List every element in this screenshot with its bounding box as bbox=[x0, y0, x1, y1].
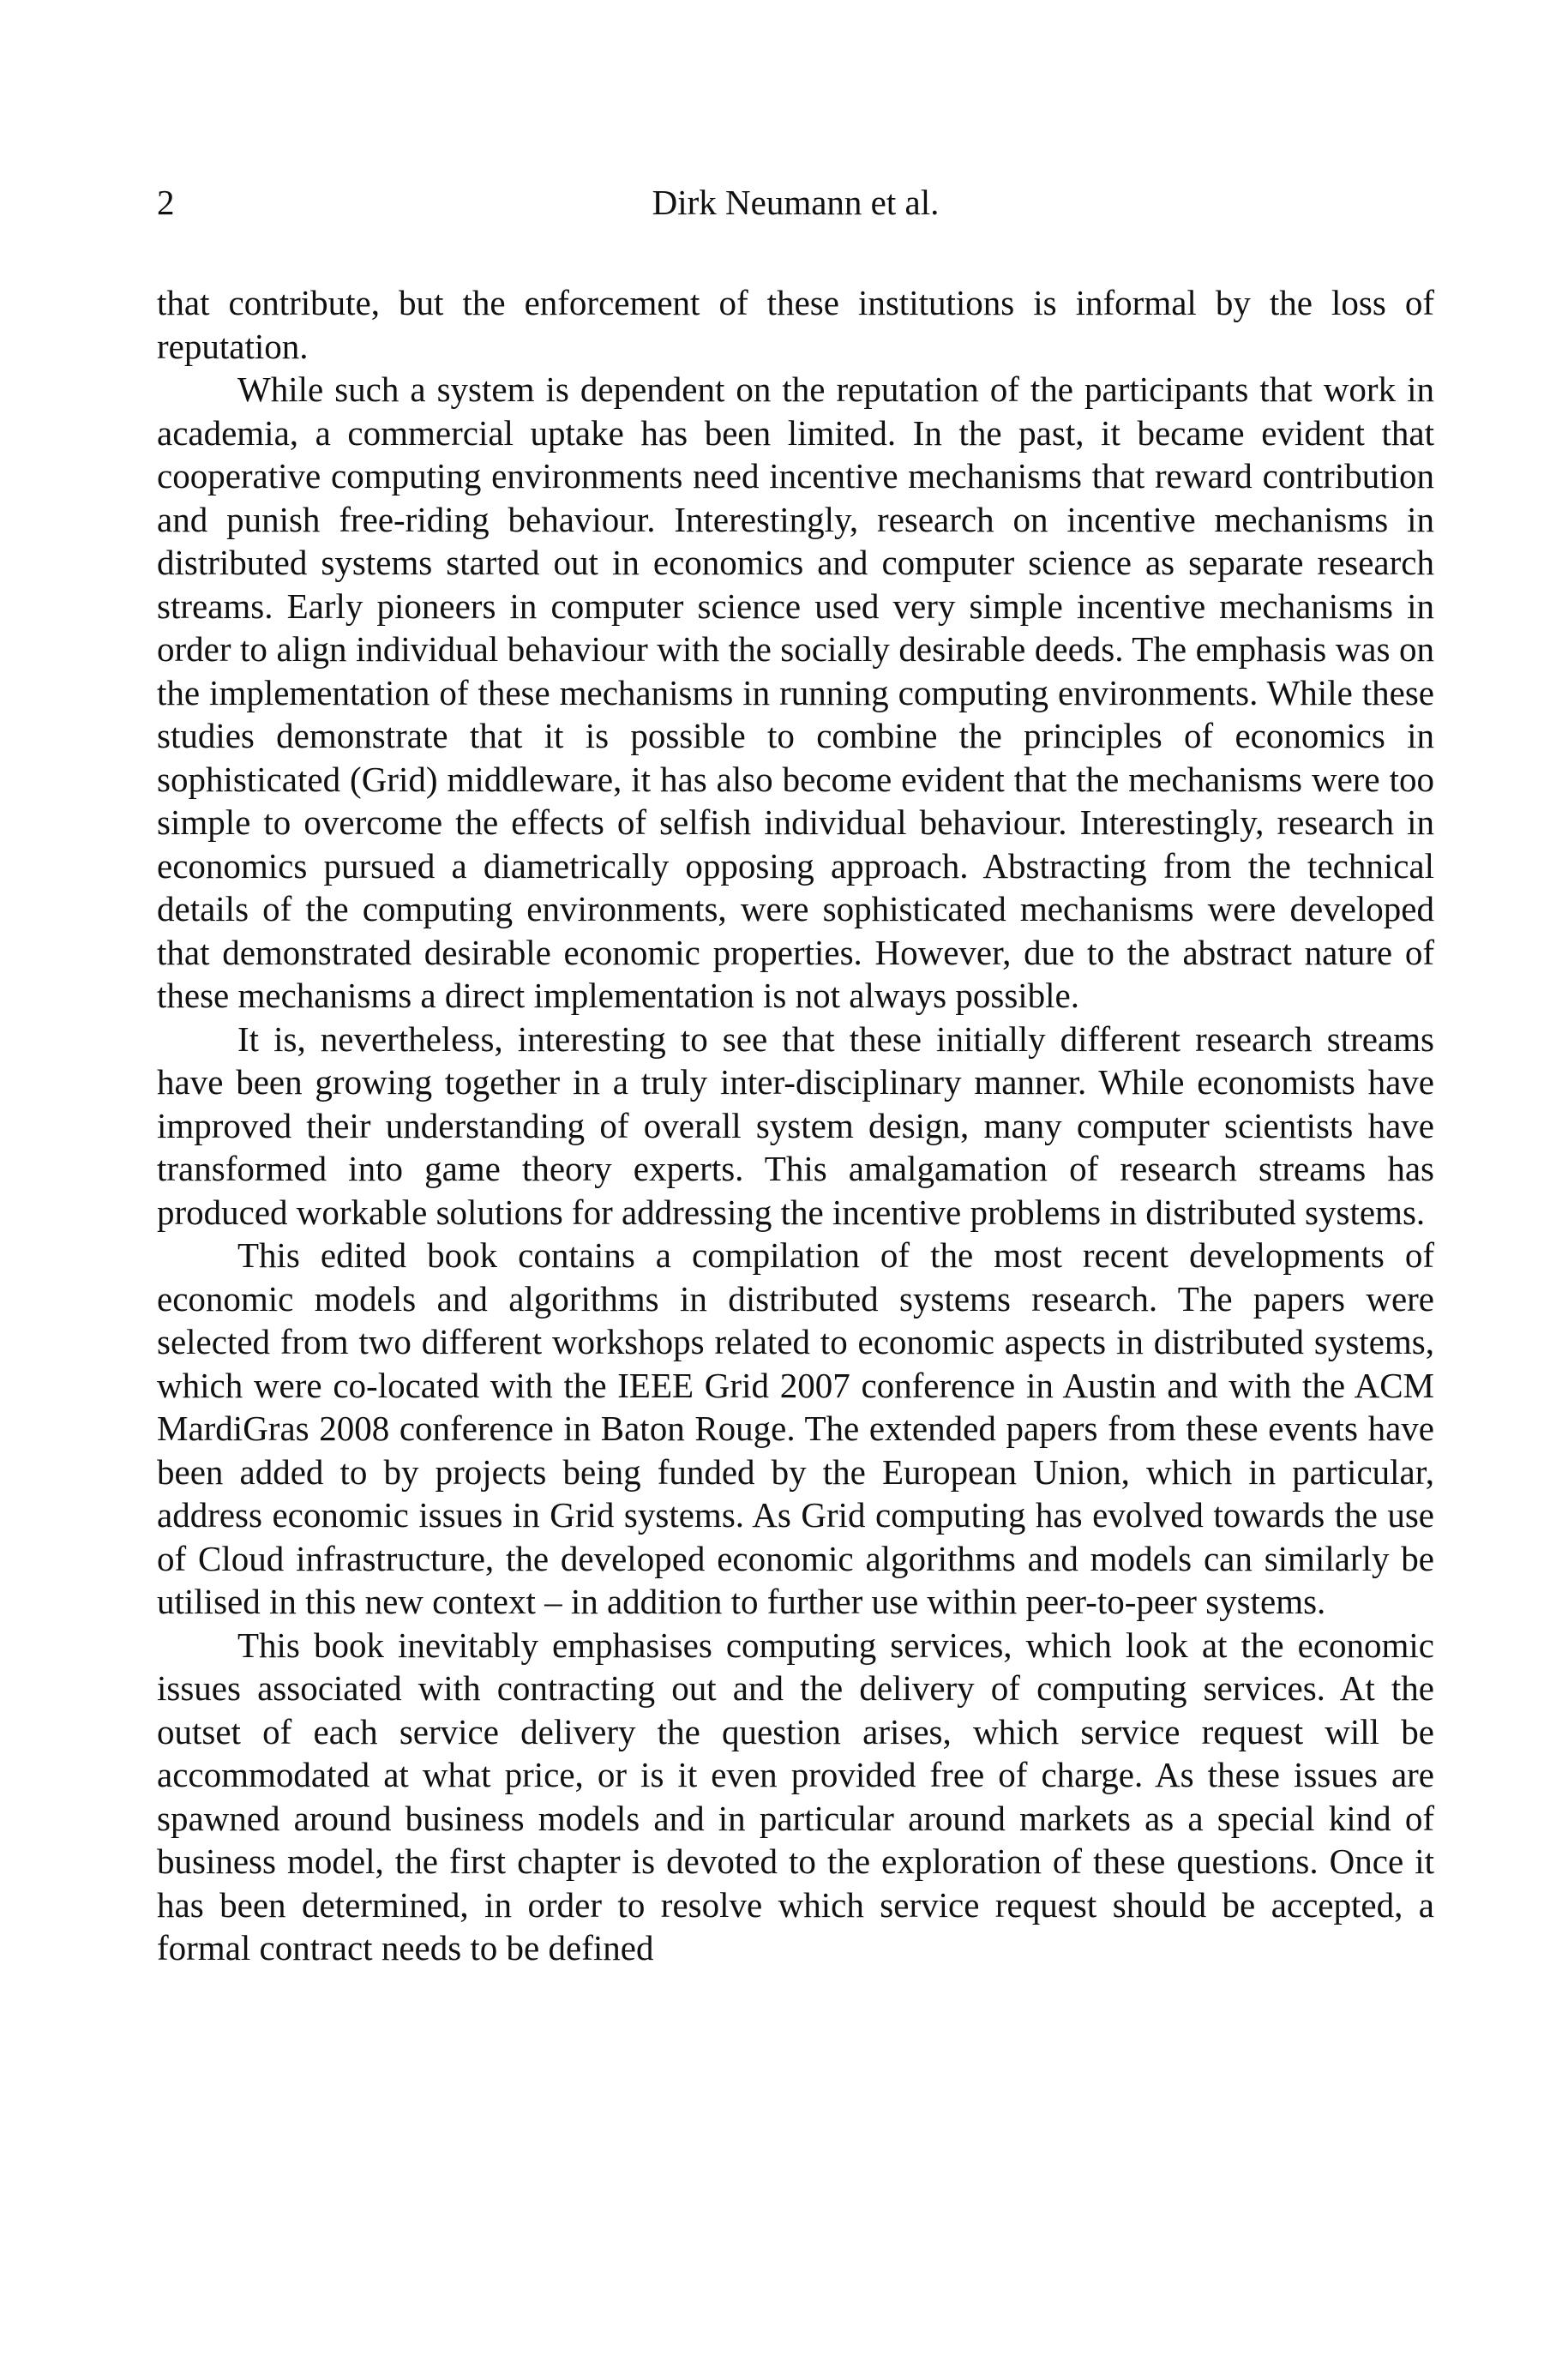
paragraph-computing-services: This book inevitably emphasises computing services, which look at the economic issues associated with contracting out and the delivery of computing services. At the outset of each service delivery the question arises, which service request will be accommodated at what price, or is it even provided free of charge. As these issues are spawned around business models and in particular around markets as a special kind of business model, the first chapter is devoted to the exploration of these questions. Once it has been determined, in order to resolve which service request should be accepted, a formal contract needs to be defined bbox=[157, 1625, 1434, 1967]
paragraph-edited-book: This edited book contains a compilation of the most recent developments of economic models and algorithms in distributed systems research. The papers were selected from two different workshops related to economic aspects in distributed systems, which were co-located with the IEEE Grid 2007 conference in Austin and with the ACM MardiGras 2008 conference in Baton Rouge. The extended papers from these events have been added to by projects being funded by the European Union, which in particular, address economic issues in Grid systems. As Grid computing has evolved towards the use of Cloud infrastructure, the developed economic algorithms and models can similarly be utilised in this new context – in addition to further use within peer-to-peer systems. bbox=[157, 1235, 1434, 1621]
body-text bbox=[157, 281, 1434, 1970]
running-head bbox=[157, 178, 1434, 226]
paragraph-continuation: that contribute, but the enforcement of these institutions is informal by the loss of reputation. bbox=[157, 283, 1434, 366]
page-number: 2 bbox=[157, 183, 175, 222]
running-title: Dirk Neumann et al. bbox=[652, 183, 940, 222]
paragraph-research-streams: It is, nevertheless, interesting to see that these initially different research streams have been growing together in a truly inter-disciplinary manner. While economists have improved their understanding of overall system design, many computer scientists have transformed into game theory experts. This amalgamation of research streams has produced workable solutions for addressing the incentive problems in distributed systems. bbox=[157, 1018, 1434, 1232]
paragraph-incentive-mechanisms: While such a system is dependent on the reputation of the participants that work in academia, a commercial uptake has been limited. In the past, it became evident that cooperative computing environments need incentive mechanisms that reward contribution and punish free-riding behaviour. Interestingly, research on incentive mechanisms in distributed systems started out in economics and computer science as separate research streams. Early pioneers in computer science used very simple incentive mechanisms in order to align individual behaviour with the socially desirable deeds. The emphasis was on the implementation of these mechanisms in running computing environments. While these studies demonstrate that it is possible to combine the principles of economics in sophisticated (Grid) middleware, it has also become evident that the mechanisms were too simple to overcome the effects of selfish individual behaviour. Interestingly, research in economics pursued a diametrically opposing approach. Abstracting from the technical details of the computing environments, were sophisticated mechanisms were developed that demonstrated desirable economic properties. However, due to the abstract nature of these mechanisms a direct implementation is not always possible. bbox=[157, 369, 1434, 1015]
